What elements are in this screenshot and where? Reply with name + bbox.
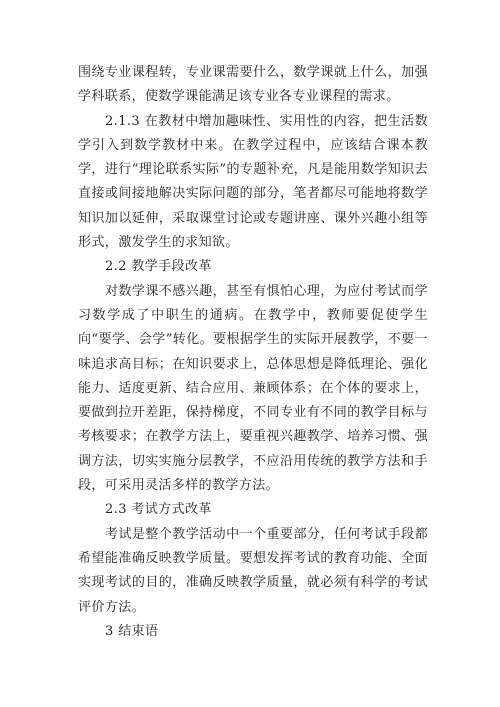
heading-3-conclusion: 3 结束语	[105, 623, 159, 639]
paragraph-section-2-1-3: 2.1.3 在教材中增加趣味性、实用性的内容，把生活数学引入到数学教材中来。在教学过程中，应该结合课本教学，进行“理论联系实际”的专题补充，凡是能用数学知识去直接或间接地解决实际问题的部分，笔者都尽可能地将数学知识加以延伸，采取课堂讨论或专题讲座、课外兴趣小组等形式，激发学生的求知欲。	[78, 113, 428, 251]
paragraph-teaching-methods: 对数学课不感兴趣，甚至有惧怕心理，为应付考试而学习数学成了中职生的通病。在教学中，教师要促使学生向“要学、会学”转化。要根据学生的实际开展教学，不要一味追求高目标；在知识要求上，总体思想是降低理论、强化能力、适度更新、结合应用、兼顾体系；在个体的要求上，要做到拉开差距，保持梯度，不同专业有不同的教学目标与考核要求；在教学方法上，要重视兴趣教学、培养习惯、强调方法，切实实施分层教学，不应沿用传统的教学方法和手段，可采用灵活多样的教学方法。	[78, 283, 428, 494]
heading-2-3: 2.3 考试方式改革	[105, 502, 212, 518]
document-page	[78, 61, 428, 644]
paragraph-exam-reform: 考试是整个教学活动中一个重要部分，任何考试手段都希望能准确反映教学质量。要想发挥考试的教育功能、全面实现考试的目的，准确反映教学质量，就必须有科学的考试评价方法。	[78, 526, 428, 615]
heading-2-2: 2.2 教学手段改革	[105, 259, 212, 275]
paragraph-continuation: 围绕专业课程转，专业课需要什么，数学课就上什么，加强学科联系，使数学课能满足该专业各专业课程的需求。	[78, 65, 428, 105]
